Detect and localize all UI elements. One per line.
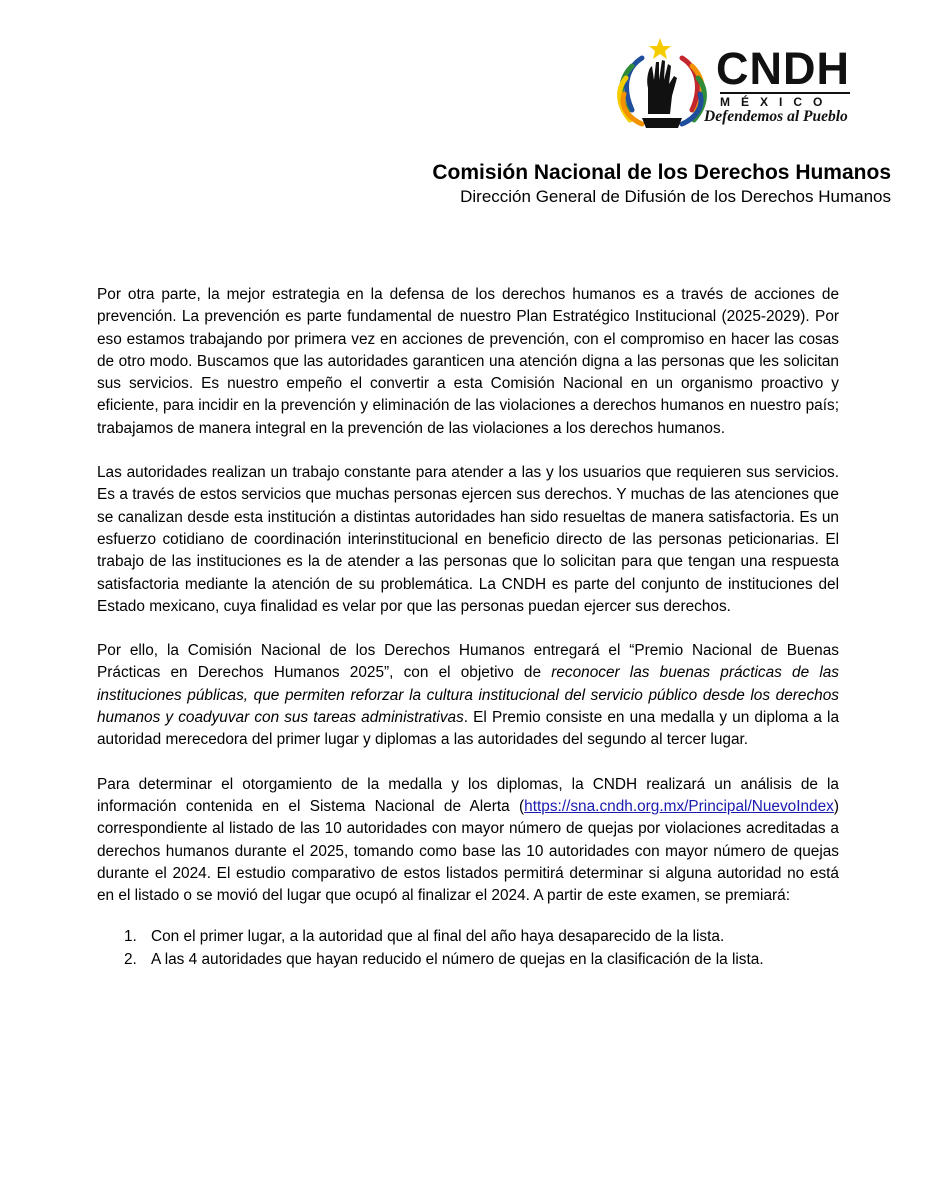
prize-criteria-list [97, 926, 839, 971]
paragraph-award [97, 640, 839, 751]
list-item-text: Con el primer lugar, a la autoridad que al final del año haya desaparecido de la lista. [151, 928, 725, 946]
department-subtitle: Dirección General de Difusión de los Derechos Humanos [460, 187, 891, 206]
logo-country: MÉXICO [720, 92, 850, 109]
award-text-start: Por ello, la Comisión Nacional de los Derechos Humanos entregará el “Premio Nacional de Buenas Prácticas en Derechos Humanos 2025”, con el objetivo de [97, 642, 839, 682]
paragraph-methodology [97, 774, 839, 908]
list-item-number: 1. [124, 928, 137, 946]
list-item [97, 949, 839, 971]
institution-title: Comisión Nacional de los Derechos Humanos [432, 161, 891, 184]
list-item-text: A las 4 autoridades que hayan reducido el número de quejas en la clasificación de la lista. [151, 950, 764, 968]
sna-link[interactable]: https://sna.cndh.org.mx/Principal/NuevoIndex [524, 797, 834, 815]
cndh-logo [612, 36, 862, 132]
methodology-text-start: Para determinar el otorgamiento de la medalla y los diplomas, la CNDH realizará un análisis de la información contenida en el Sistema Nacional de Alerta ( [97, 775, 839, 815]
letterhead [432, 160, 891, 208]
logo-wordmark: CNDH [716, 43, 850, 94]
logo-slogan: Defendemos al Pueblo [704, 108, 848, 125]
methodology-text-end: ) correspondiente al listado de las 10 autoridades con mayor número de quejas por violaciones acreditadas a derechos humanos durante el 2025, tomando como base las 10 autoridades con mayor número de quejas durante el 2024. El estudio comparativo de estos listados permitirá determinar si alguna autoridad no está en el listado o se movió del lugar que ocupó al finalizar el 2024. A partir de este examen, se premiará: [97, 797, 839, 905]
list-item-number: 2. [124, 950, 137, 968]
cndh-emblem-icon [612, 36, 712, 132]
document-body [97, 284, 839, 971]
list-item [97, 926, 839, 948]
paragraph-authorities: Las autoridades realizan un trabajo constante para atender a las y los usuarios que requieren sus servicios. Es a través de estos servicios que muchas personas ejercen sus derechos. Y muchas de las atenciones que se canalizan desde esta institución a distintas autoridades han sido resueltas de manera satisfactoria. Es un esfuerzo cotidiano de coordinación interinstitucional en beneficio directo de las personas peticionarias. El trabajo de las instituciones es la de atender a las personas que lo solicitan para que tengan una respuesta satisfactoria mediante la atención de su problemática. La CNDH es parte del conjunto de instituciones del Estado mexicano, cuya finalidad es velar por que las personas puedan ejercer sus derechos. [97, 464, 839, 615]
paragraph-prevention: Por otra parte, la mejor estrategia en la defensa de los derechos humanos es a través de acciones de prevención. La prevención es parte fundamental de nuestro Plan Estratégico Institucional (2025-2029). Por eso estamos trabajando por primera vez en acciones de prevención, con el compromiso en hacer las cosas de otro modo. Buscamos que las autoridades garanticen una atención digna a las personas que les solicitan sus servicios. Es nuestro empeño el convertir a esta Comisión Nacional en un organismo proactivo y eficiente, para incidir en la prevención y eliminación de las violaciones a derechos humanos en nuestro país; trabajamos de manera integral en la prevención de las violaciones a los derechos humanos. [97, 286, 839, 437]
award-objective-italic: reconocer las buenas prácticas de las instituciones públicas, que permiten reforzar la cultura institucional del servicio público desde los derechos humanos y coadyuvar con sus tareas administrativas [97, 664, 839, 727]
award-text-end: . El Premio consiste en una medalla y un diploma a la autoridad merecedora del primer lugar y diplomas a las autoridades del segundo al tercer lugar. [97, 709, 839, 749]
